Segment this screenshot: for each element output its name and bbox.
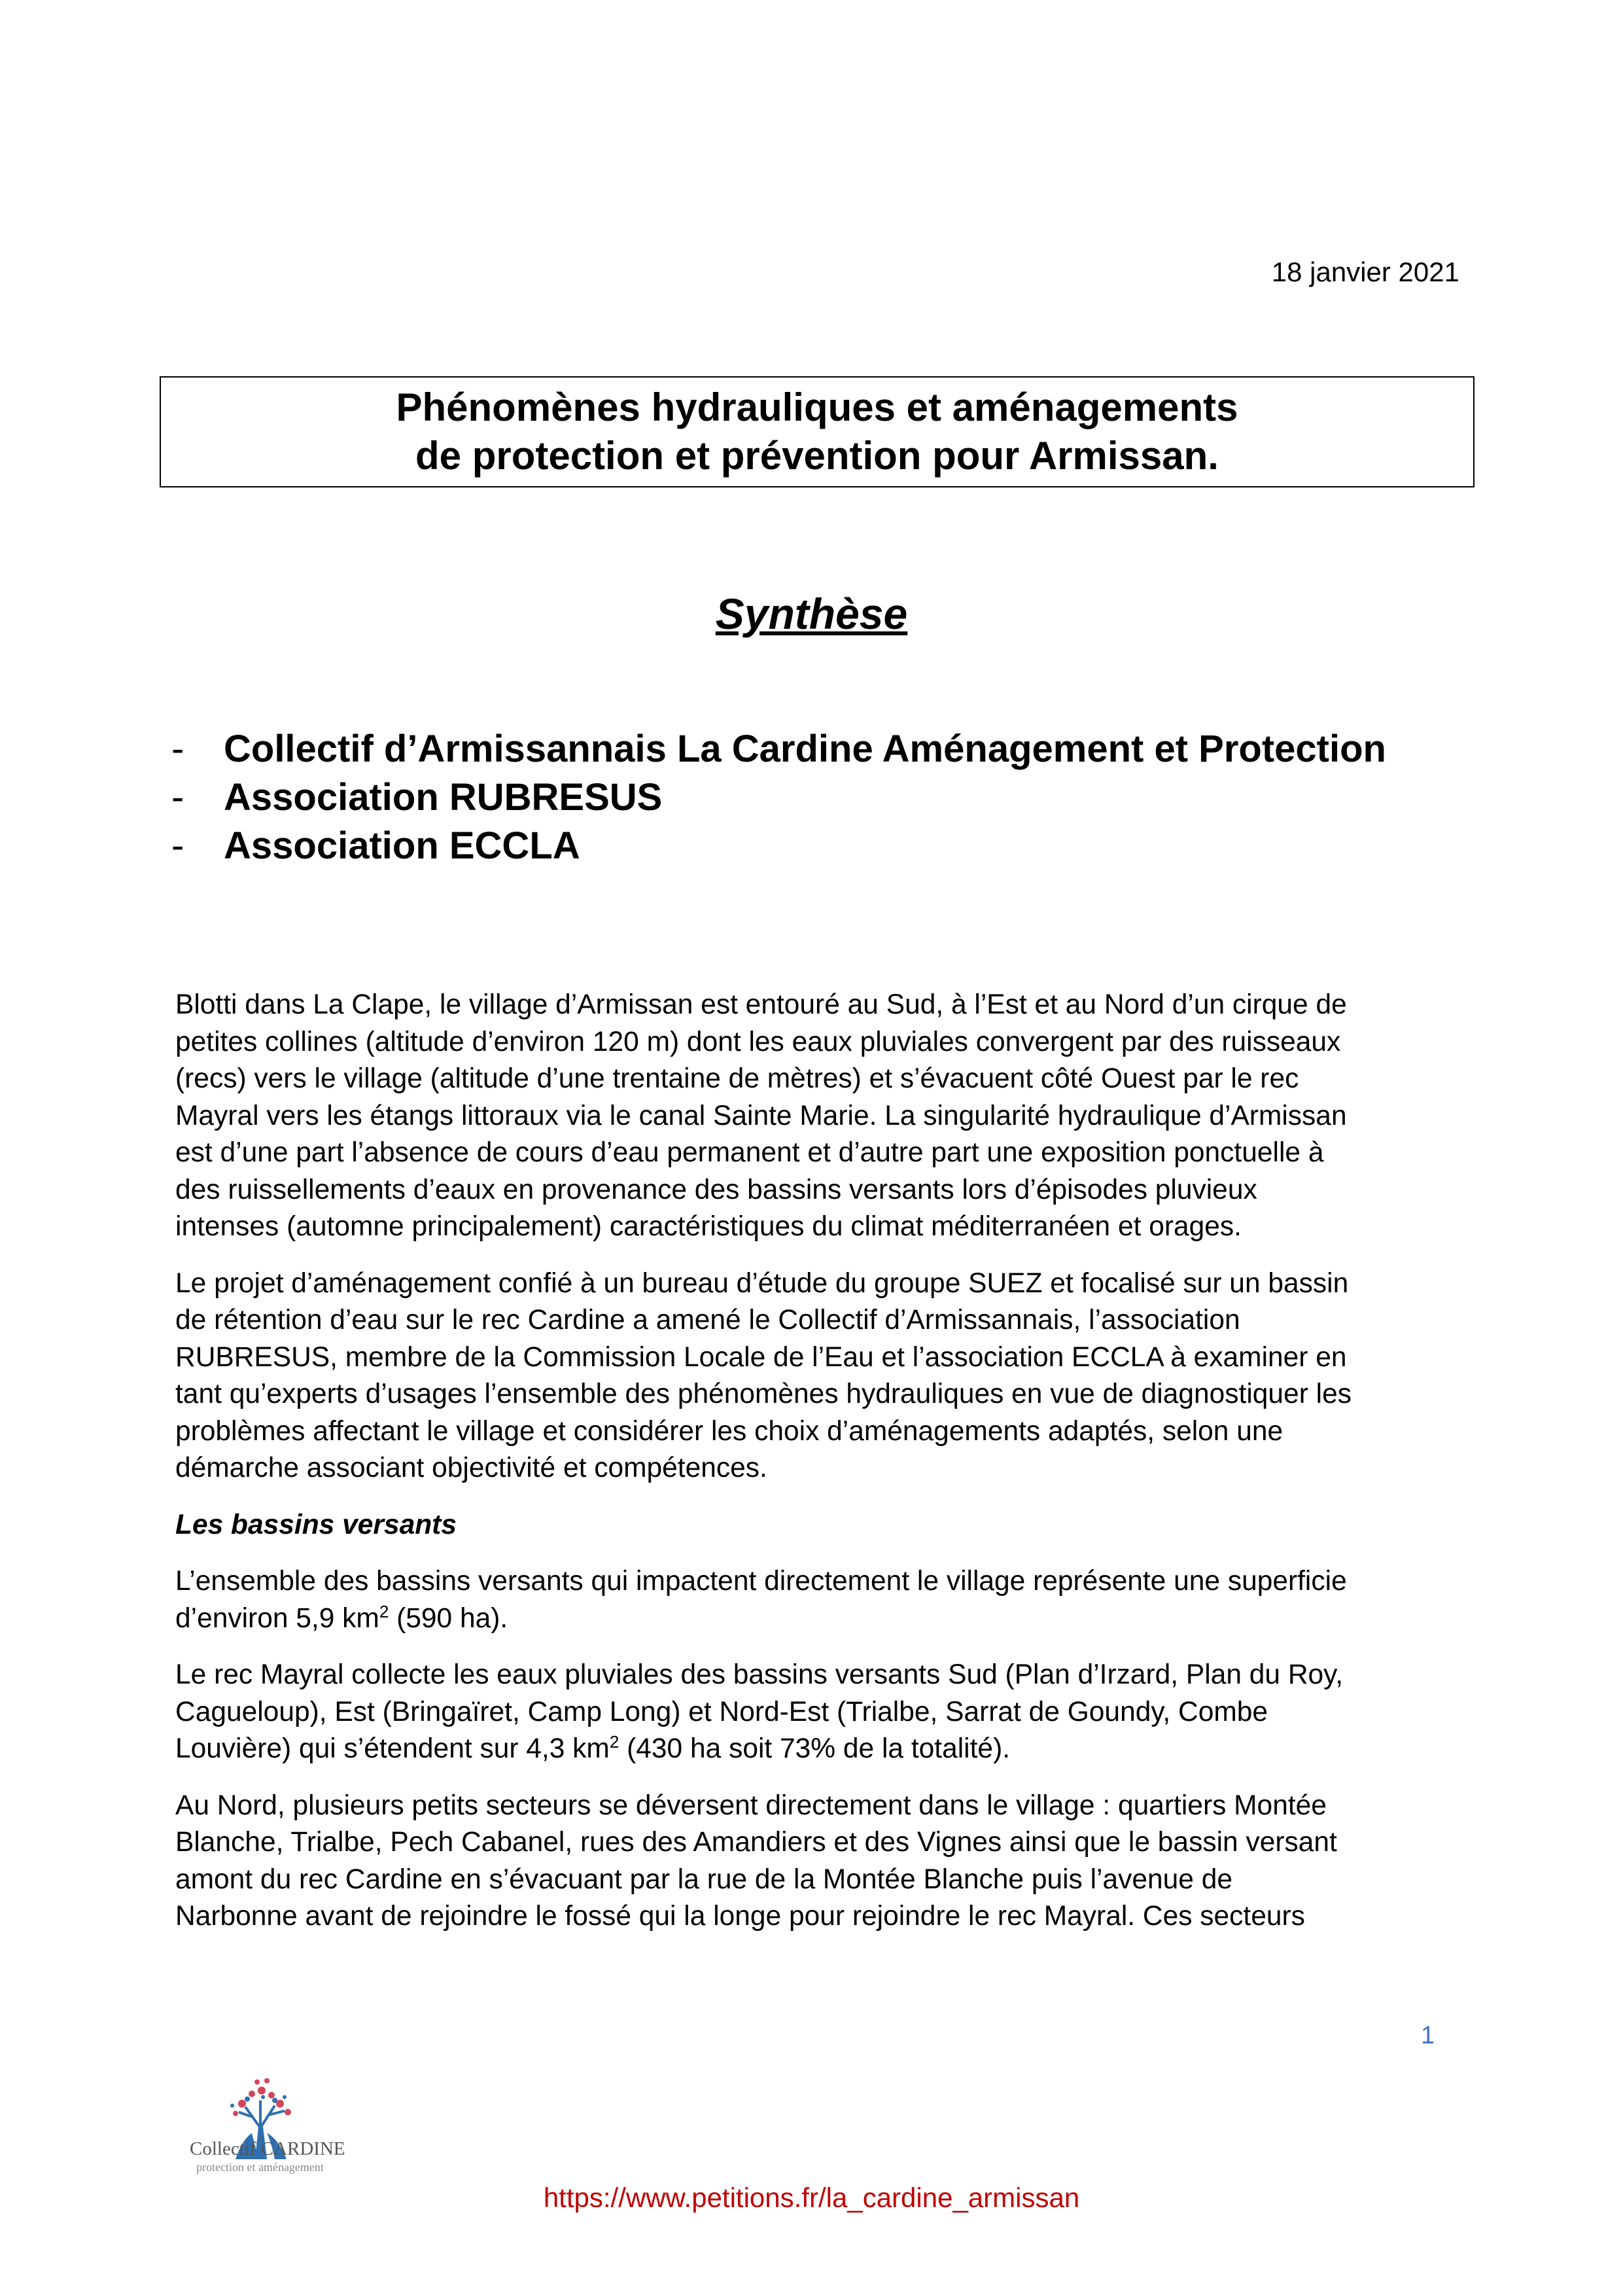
author-item	[171, 725, 1386, 773]
paragraph-projet	[175, 1265, 1457, 1487]
text-line	[175, 1731, 1457, 1768]
text-fragment: (430 ha soit 73% de la totalité).	[619, 1733, 1011, 1764]
text-line: Le projet d’aménagement confié à un bureau d’étude du groupe SUEZ et focalisé sur un bassin	[175, 1267, 1349, 1299]
section-heading-synthese: Synthèse	[715, 590, 908, 638]
list-dash: -	[171, 776, 184, 819]
text-line: de rétention d’eau sur le rec Cardine a amené le Collectif d’Armissannais, l’association	[175, 1305, 1240, 1335]
logo-line-1: Collectif CARDINE	[190, 2138, 345, 2159]
logo-line-2: protection et aménagement	[196, 2161, 324, 2174]
text-line: petites collines (altitude d’environ 120 m) dont les eaux pluviales convergent par des ruisseaux	[175, 1026, 1341, 1057]
text-line: L’ensemble des bassins versants qui impactent directement le village représente une superficie	[175, 1566, 1347, 1597]
subheading-bassins-versants: Les bassins versants	[175, 1509, 457, 1540]
author-item	[171, 773, 1386, 822]
page-number: 1	[1421, 2022, 1435, 2049]
text-line: Cagueloup), Est (Bringaïret, Camp Long) et Nord-Est (Trialbe, Sarrat de Goundy, Combe	[175, 1696, 1268, 1727]
author-name: Association ECCLA	[224, 824, 580, 867]
paragraph-rec-mayral	[175, 1657, 1457, 1768]
author-name: Collectif d’Armissannais La Cardine Aménagement et Protection	[224, 728, 1386, 770]
document-date: 18 janvier 2021	[1271, 256, 1459, 287]
text-line: Le rec Mayral collecte les eaux pluviales des bassins versants Sud (Plan d’Irzard, Plan du Roy,	[175, 1659, 1344, 1690]
superscript: 2	[609, 1731, 620, 1752]
text-line: RUBRESUS, membre de la Commission Locale de l’Eau et l’association ECCLA à examiner en	[175, 1341, 1347, 1373]
paragraph-superficie	[175, 1563, 1457, 1637]
superscript: 2	[379, 1601, 389, 1621]
text-fragment: d’environ 5,9 km	[175, 1602, 379, 1634]
author-item	[171, 822, 1386, 870]
title-line-1: Phénomènes hydrauliques et aménagements	[396, 385, 1238, 429]
text-line: Blotti dans La Clape, le village d’Armissan est entouré au Sud, à l’Est et au Nord d’un cirque de	[175, 989, 1347, 1020]
authors-list	[171, 725, 1386, 870]
title-line-2: de protection et prévention pour Armissan.	[415, 434, 1219, 478]
text-line: intenses (automne principalement) caractéristiques du climat méditerranéen et orages.	[175, 1211, 1242, 1242]
text-fragment: (590 ha).	[389, 1602, 508, 1634]
text-line: problèmes affectant le village et considérer les choix d’aménagements adaptés, selon une	[175, 1415, 1283, 1447]
body-text	[175, 987, 1457, 1955]
list-dash: -	[171, 824, 184, 867]
list-dash: -	[171, 728, 184, 770]
paragraph-intro	[175, 987, 1457, 1246]
text-line: Au Nord, plusieurs petits secteurs se déversent directement dans le village : quartiers Montée	[175, 1790, 1327, 1821]
text-line: Narbonne avant de rejoindre le fossé qui la longe pour rejoindre le rec Mayral. Ces secteurs	[175, 1901, 1305, 1932]
text-line: des ruissellements d’eaux en provenance des bassins versants lors d’épisodes pluvieux	[175, 1174, 1257, 1205]
text-fragment: Louvière) qui s’étendent sur 4,3 km	[175, 1733, 610, 1764]
text-line: Blanche, Trialbe, Pech Cabanel, rues des Amandiers et des Vignes ainsi que le bassin versant	[175, 1827, 1337, 1858]
petition-link[interactable]: https://www.petitions.fr/la_cardine_armissan	[543, 2182, 1080, 2213]
text-line: tant qu’experts d’usages l’ensemble des phénomènes hydrauliques en vue de diagnostiquer les	[175, 1379, 1352, 1409]
text-line	[175, 1600, 1457, 1638]
text-line: Mayral vers les étangs littoraux via le canal Sainte Marie. La singularité hydraulique d’Armissan	[175, 1100, 1347, 1131]
title-box	[160, 376, 1475, 487]
author-name: Association RUBRESUS	[224, 776, 663, 819]
paragraph-nord	[175, 1788, 1457, 1935]
text-line: amont du rec Cardine en s’évacuant par la rue de la Montée Blanche puis l’avenue de	[175, 1863, 1233, 1895]
text-line: est d’une part l’absence de cours d’eau permanent et d’autre part une exposition ponctuelle à	[175, 1137, 1324, 1168]
text-line: (recs) vers le village (altitude d’une trentaine de mètres) et s’évacuent côté Ouest par le rec	[175, 1063, 1299, 1094]
text-line: démarche associant objectivité et compétences.	[175, 1453, 767, 1483]
